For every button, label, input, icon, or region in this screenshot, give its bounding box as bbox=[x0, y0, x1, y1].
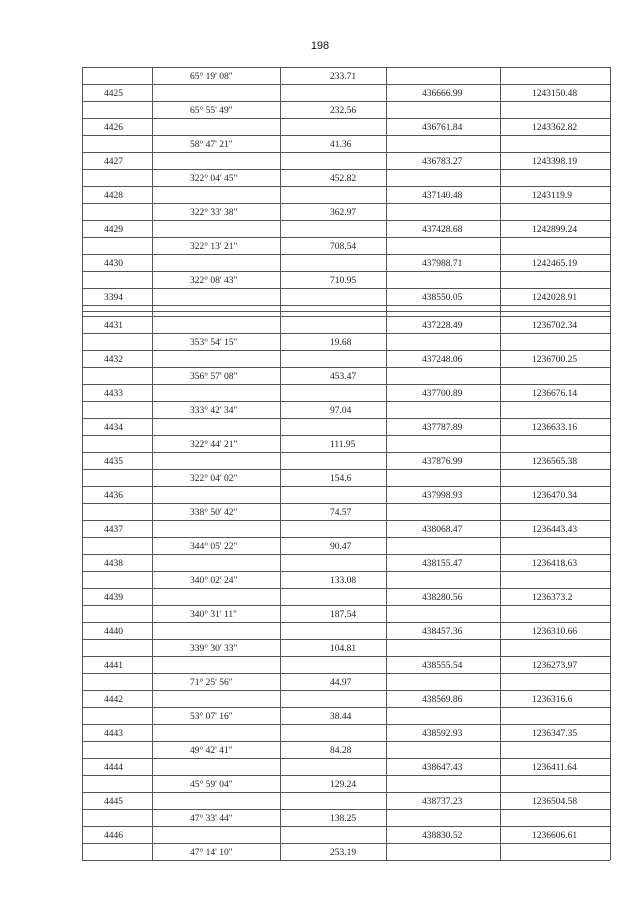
row-divider bbox=[82, 503, 610, 504]
easting-cell: 1236316.6 bbox=[532, 695, 573, 705]
bearing-cell: 71° 25' 56" bbox=[190, 678, 233, 688]
distance-cell: 452.82 bbox=[330, 174, 357, 184]
row-divider bbox=[82, 571, 610, 572]
easting-cell: 1243150.48 bbox=[532, 89, 578, 99]
row-divider bbox=[82, 350, 610, 351]
bearing-cell: 338° 50' 42" bbox=[190, 508, 238, 518]
point-id: 4433 bbox=[104, 389, 123, 399]
easting-cell: 1236565.38 bbox=[532, 457, 578, 467]
northing-cell: 438569.86 bbox=[422, 695, 463, 705]
bearing-cell: 65° 55' 49" bbox=[190, 106, 233, 116]
distance-cell: 19.68 bbox=[330, 338, 352, 348]
northing-cell: 438647.43 bbox=[422, 763, 463, 773]
row-divider bbox=[82, 452, 610, 453]
row-divider bbox=[82, 152, 610, 153]
northing-cell: 437140.48 bbox=[422, 191, 463, 201]
column-divider bbox=[82, 67, 83, 860]
row-divider bbox=[82, 639, 610, 640]
bearing-cell: 322° 33' 38" bbox=[190, 208, 238, 218]
easting-cell: 1236443.43 bbox=[532, 525, 578, 535]
easting-cell: 1243119.9 bbox=[532, 191, 573, 201]
point-id: 4435 bbox=[104, 457, 123, 467]
point-id: 4440 bbox=[104, 627, 123, 637]
row-divider bbox=[82, 101, 610, 102]
column-divider bbox=[386, 67, 387, 860]
point-id: 4432 bbox=[104, 355, 123, 365]
row-divider bbox=[82, 169, 610, 170]
point-id: 4428 bbox=[104, 191, 123, 201]
easting-cell: 1236470.34 bbox=[532, 491, 578, 501]
point-id: 4442 bbox=[104, 695, 123, 705]
row-divider bbox=[82, 469, 610, 470]
bearing-cell: 53° 07' 16" bbox=[190, 712, 233, 722]
row-divider bbox=[82, 384, 610, 385]
row-divider bbox=[82, 724, 610, 725]
easting-cell: 1236633.16 bbox=[532, 423, 578, 433]
bearing-cell: 65° 19' 08" bbox=[190, 72, 233, 82]
row-divider bbox=[82, 316, 610, 317]
row-divider bbox=[82, 271, 610, 272]
row-divider bbox=[82, 860, 610, 861]
point-id: 4443 bbox=[104, 729, 123, 739]
easting-cell: 1242899.24 bbox=[532, 225, 578, 235]
distance-cell: 154.6 bbox=[330, 474, 352, 484]
northing-cell: 437428.68 bbox=[422, 225, 463, 235]
point-id: 4426 bbox=[104, 123, 123, 133]
easting-cell: 1236273.97 bbox=[532, 661, 578, 671]
distance-cell: 74.57 bbox=[330, 508, 352, 518]
point-id: 4438 bbox=[104, 559, 123, 569]
row-divider bbox=[82, 605, 610, 606]
row-divider bbox=[82, 758, 610, 759]
row-divider bbox=[82, 435, 610, 436]
northing-cell: 438592.93 bbox=[422, 729, 463, 739]
row-divider bbox=[82, 588, 610, 589]
point-id: 4446 bbox=[104, 831, 123, 841]
row-divider bbox=[82, 84, 610, 85]
row-divider bbox=[82, 401, 610, 402]
easting-cell: 1236411.64 bbox=[532, 763, 577, 773]
bearing-cell: 339° 30' 33" bbox=[190, 644, 238, 654]
bearing-cell: 47° 33' 44" bbox=[190, 814, 233, 824]
easting-cell: 1243362.82 bbox=[532, 123, 578, 133]
distance-cell: 104.81 bbox=[330, 644, 357, 654]
row-divider bbox=[82, 118, 610, 119]
point-id: 3394 bbox=[104, 293, 123, 303]
row-divider bbox=[82, 311, 610, 312]
row-divider bbox=[82, 220, 610, 221]
easting-cell: 1236702.34 bbox=[532, 321, 578, 331]
northing-cell: 438737.23 bbox=[422, 797, 463, 807]
row-divider bbox=[82, 826, 610, 827]
northing-cell: 438068.47 bbox=[422, 525, 463, 535]
page-number: 198 bbox=[310, 40, 330, 52]
distance-cell: 232.56 bbox=[330, 106, 357, 116]
point-id: 4431 bbox=[104, 321, 123, 331]
row-divider bbox=[82, 622, 610, 623]
distance-cell: 97.04 bbox=[330, 406, 352, 416]
distance-cell: 38.44 bbox=[330, 712, 352, 722]
easting-cell: 1236418.63 bbox=[532, 559, 578, 569]
bearing-cell: 344° 05' 22" bbox=[190, 542, 238, 552]
point-id: 4427 bbox=[104, 157, 123, 167]
point-id: 4437 bbox=[104, 525, 123, 535]
northing-cell: 436783.27 bbox=[422, 157, 463, 167]
easting-cell: 1236606.61 bbox=[532, 831, 578, 841]
row-divider bbox=[82, 203, 610, 204]
distance-cell: 84.28 bbox=[330, 746, 352, 756]
northing-cell: 437700.89 bbox=[422, 389, 463, 399]
row-divider bbox=[82, 305, 610, 306]
easting-cell: 1242028.91 bbox=[532, 293, 578, 303]
point-id: 4425 bbox=[104, 89, 123, 99]
easting-cell: 1236373.2 bbox=[532, 593, 573, 603]
bearing-cell: 333° 42' 34" bbox=[190, 406, 238, 416]
row-divider bbox=[82, 520, 610, 521]
row-divider bbox=[82, 707, 610, 708]
easting-cell: 1236347.35 bbox=[532, 729, 578, 739]
bearing-cell: 356° 57' 08" bbox=[190, 372, 238, 382]
bearing-cell: 340° 31' 11" bbox=[190, 610, 238, 620]
bearing-cell: 322° 44' 21" bbox=[190, 440, 238, 450]
row-divider bbox=[82, 186, 610, 187]
point-id: 4430 bbox=[104, 259, 123, 269]
bearing-cell: 353° 54' 15" bbox=[190, 338, 238, 348]
column-divider bbox=[500, 67, 501, 860]
bearing-cell: 58° 47' 21" bbox=[190, 140, 233, 150]
bearing-cell: 322° 08' 43" bbox=[190, 276, 238, 286]
distance-cell: 187.54 bbox=[330, 610, 357, 620]
point-id: 4444 bbox=[104, 763, 123, 773]
row-divider bbox=[82, 237, 610, 238]
bearing-cell: 322° 04' 02" bbox=[190, 474, 238, 484]
point-id: 4429 bbox=[104, 225, 123, 235]
point-id: 4441 bbox=[104, 661, 123, 671]
column-divider bbox=[152, 67, 153, 860]
northing-cell: 438155.47 bbox=[422, 559, 463, 569]
northing-cell: 437787.89 bbox=[422, 423, 463, 433]
distance-cell: 133.08 bbox=[330, 576, 357, 586]
northing-cell: 437248.06 bbox=[422, 355, 463, 365]
easting-cell: 1243398.19 bbox=[532, 157, 578, 167]
easting-cell: 1242465.19 bbox=[532, 259, 578, 269]
northing-cell: 438555.54 bbox=[422, 661, 463, 671]
easting-cell: 1236700.25 bbox=[532, 355, 578, 365]
point-id: 4445 bbox=[104, 797, 123, 807]
row-divider bbox=[82, 288, 610, 289]
row-divider bbox=[82, 690, 610, 691]
bearing-cell: 322° 04' 45" bbox=[190, 174, 238, 184]
bearing-cell: 322° 13' 21" bbox=[190, 242, 238, 252]
row-divider bbox=[82, 741, 610, 742]
row-divider bbox=[82, 367, 610, 368]
row-divider bbox=[82, 554, 610, 555]
easting-cell: 1236310.66 bbox=[532, 627, 578, 637]
distance-cell: 253.19 bbox=[330, 848, 357, 858]
column-divider bbox=[610, 67, 611, 860]
northing-cell: 436761.84 bbox=[422, 123, 463, 133]
bearing-cell: 45° 59' 04" bbox=[190, 780, 233, 790]
distance-cell: 44.97 bbox=[330, 678, 352, 688]
northing-cell: 437228.49 bbox=[422, 321, 463, 331]
bearing-cell: 47° 14' 10" bbox=[190, 848, 233, 858]
row-divider bbox=[82, 537, 610, 538]
northing-cell: 436666.99 bbox=[422, 89, 463, 99]
easting-cell: 1236504.58 bbox=[532, 797, 578, 807]
northing-cell: 438457.36 bbox=[422, 627, 463, 637]
distance-cell: 710.95 bbox=[330, 276, 357, 286]
bearing-cell: 340° 02' 24" bbox=[190, 576, 238, 586]
northing-cell: 437876.99 bbox=[422, 457, 463, 467]
northing-cell: 438550.05 bbox=[422, 293, 463, 303]
row-divider bbox=[82, 254, 610, 255]
northing-cell: 438830.52 bbox=[422, 831, 463, 841]
distance-cell: 90.47 bbox=[330, 542, 352, 552]
distance-cell: 129.24 bbox=[330, 780, 357, 790]
bearing-cell: 49° 42' 41" bbox=[190, 746, 233, 756]
northing-cell: 437988.71 bbox=[422, 259, 463, 269]
distance-cell: 41.36 bbox=[330, 140, 352, 150]
row-divider bbox=[82, 792, 610, 793]
row-divider bbox=[82, 67, 610, 68]
distance-cell: 233.71 bbox=[330, 72, 357, 82]
row-divider bbox=[82, 486, 610, 487]
row-divider bbox=[82, 656, 610, 657]
distance-cell: 362.97 bbox=[330, 208, 357, 218]
distance-cell: 708.54 bbox=[330, 242, 357, 252]
northing-cell: 437998.93 bbox=[422, 491, 463, 501]
row-divider bbox=[82, 333, 610, 334]
column-divider bbox=[280, 67, 281, 860]
easting-cell: 1236676.14 bbox=[532, 389, 578, 399]
row-divider bbox=[82, 843, 610, 844]
point-id: 4434 bbox=[104, 423, 123, 433]
point-id: 4439 bbox=[104, 593, 123, 603]
row-divider bbox=[82, 418, 610, 419]
distance-cell: 138.25 bbox=[330, 814, 357, 824]
distance-cell: 453.47 bbox=[330, 372, 357, 382]
row-divider bbox=[82, 673, 610, 674]
row-divider bbox=[82, 135, 610, 136]
row-divider bbox=[82, 775, 610, 776]
northing-cell: 438280.56 bbox=[422, 593, 463, 603]
point-id: 4436 bbox=[104, 491, 123, 501]
distance-cell: 111.95 bbox=[330, 440, 356, 450]
row-divider bbox=[82, 809, 610, 810]
